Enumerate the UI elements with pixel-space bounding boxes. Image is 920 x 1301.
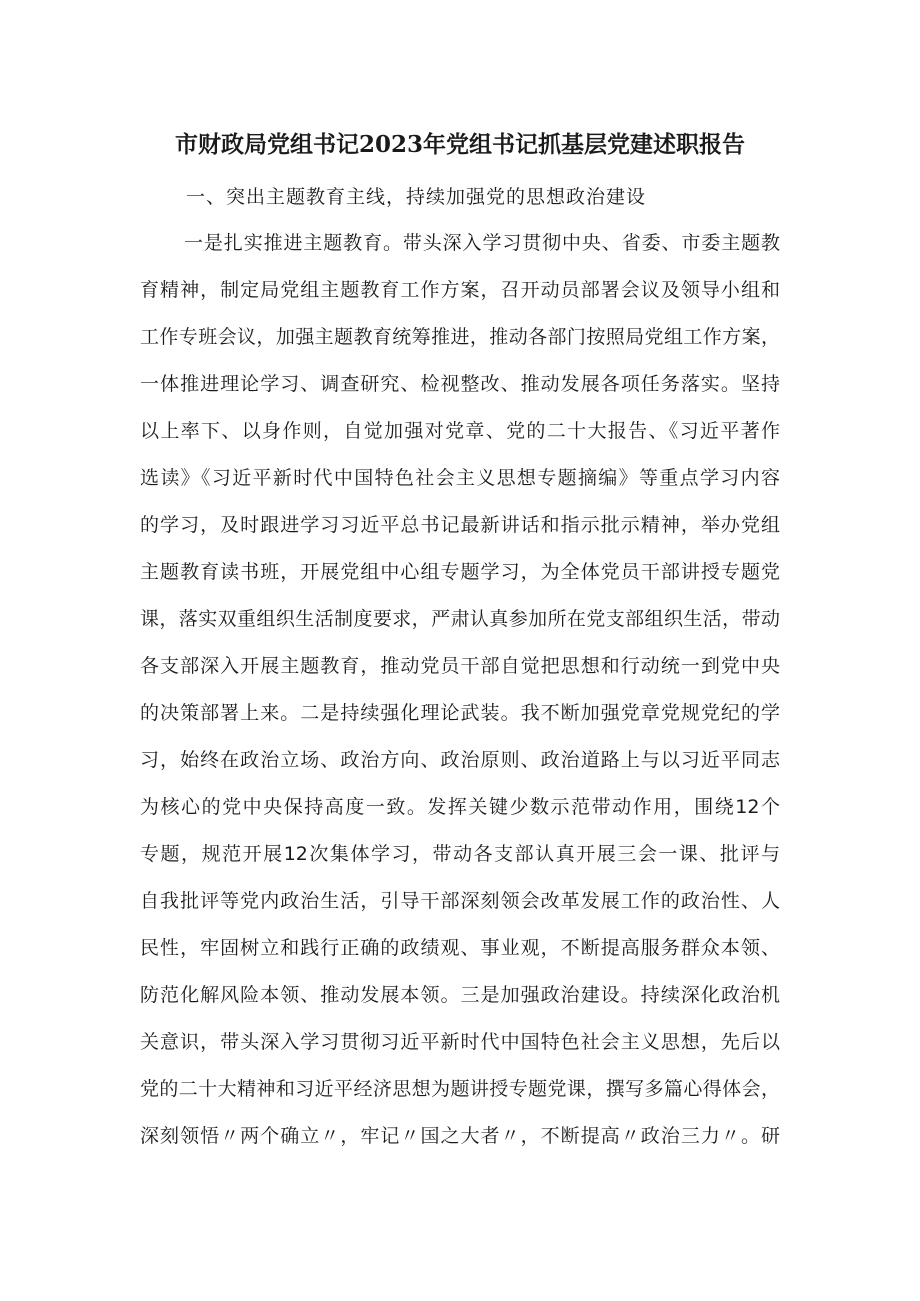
body-line: 为核心的党中央保持高度一致。发挥关键少数示范带动作用，围绕12个 — [140, 796, 780, 818]
body-line: 选读》《习近平新时代中国特色社会主义思想专题摘编》等重点学习内容 — [140, 467, 780, 489]
body-line: 专题，规范开展12次集体学习，带动各支部认真开展三会一课、批评与 — [140, 843, 780, 865]
body-line: 以上率下、以身作则，自觉加强对党章、党的二十大报告、《习近平著作 — [140, 420, 780, 442]
body-line: 深刻领悟〃两个确立〃，牢记〃国之大者〃，不断提高〃政治三力〃。研 — [140, 1125, 780, 1147]
body-line: 各支部深入开展主题教育，推动党员干部自觉把思想和行动统一到党中央 — [140, 655, 780, 677]
body-line: 习，始终在政治立场、政治方向、政治原则、政治道路上与以习近平同志 — [140, 749, 780, 771]
body-line: 主题教育读书班，开展党组中心组专题学习，为全体党员干部讲授专题党 — [140, 561, 780, 583]
body-line: 课，落实双重组织生活制度要求，严肃认真参加所在党支部组织生活，带动 — [140, 608, 780, 630]
body-line: 关意识，带头深入学习贯彻习近平新时代中国特色社会主义思想，先后以 — [140, 1031, 780, 1053]
body-line: 一是扎实推进主题教育。带头深入学习贯彻中央、省委、市委主题教 — [184, 232, 780, 254]
body-line: 的学习，及时跟进学习习近平总书记最新讲话和指示批示精神，举办党组 — [140, 514, 780, 536]
document-title: 市财政局党组书记2023年党组书记抓基层党建述职报告 — [174, 131, 745, 158]
body-line: 党的二十大精神和习近平经济思想为题讲授专题党课，撰写多篇心得体会， — [140, 1078, 780, 1100]
body-line: 育精神，制定局党组主题教育工作方案，召开动员部署会议及领导小组和 — [140, 279, 780, 301]
body-line: 工作专班会议，加强主题教育统筹推进，推动各部门按照局党组工作方案， — [140, 326, 780, 348]
section-heading: 一、突出主题教育主线，持续加强党的思想政治建设 — [186, 186, 647, 208]
body-line: 防范化解风险本领、推动发展本领。三是加强政治建设。持续深化政治机 — [140, 984, 780, 1006]
body-line: 一体推进理论学习、调查研究、检视整改、推动发展各项任务落实。坚持 — [140, 373, 780, 395]
body-line: 自我批评等党内政治生活，引导干部深刻领会改革发展工作的政治性、人 — [140, 890, 780, 912]
body-line: 民性，牢固树立和践行正确的政绩观、事业观，不断提高服务群众本领、 — [140, 937, 780, 959]
body-line: 的决策部署上来。二是持续强化理论武装。我不断加强党章党规党纪的学 — [140, 702, 780, 724]
